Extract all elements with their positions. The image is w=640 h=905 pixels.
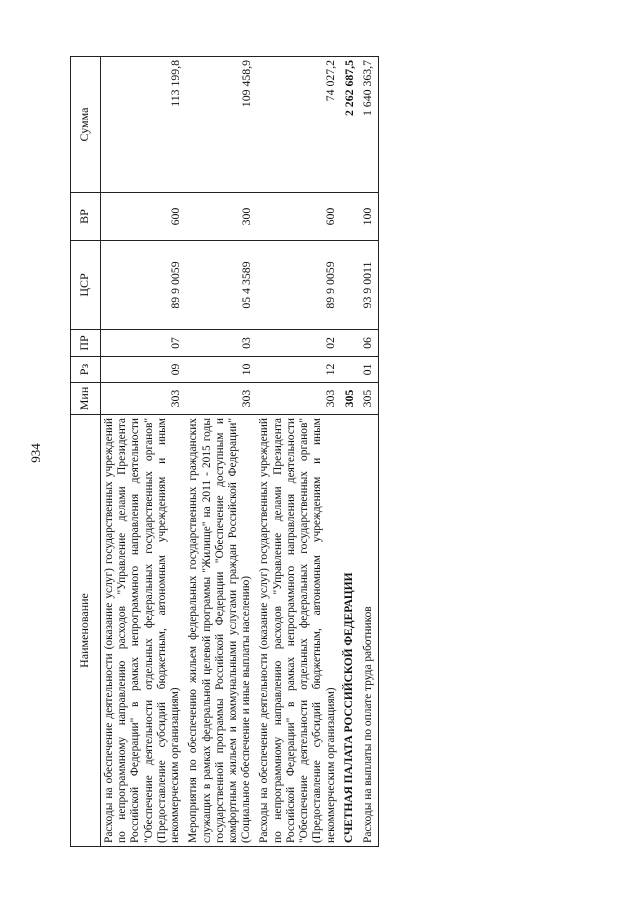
row-pr: 06	[359, 330, 378, 357]
table-row	[256, 57, 340, 847]
section-rz	[341, 357, 360, 383]
row-csr: 05 4 3589	[185, 241, 256, 330]
row-pr: 07	[101, 330, 186, 357]
header-csr: ЦСР	[71, 241, 101, 330]
row-csr: 89 9 0059	[256, 241, 340, 330]
table-header-row	[71, 57, 101, 847]
row-name: Мероприятия по обеспечению жильем федеральных государственных гражданских служащих в рамках федеральной целевой программы "Жилище" на 2011 - 2015 годы государственной программы Российской Федерации "Обеспечение доступным и комфортным жильем и коммунальными услугами граждан Российской Федерации" (Социальное обеспечение и иные выплаты населению)	[185, 415, 256, 847]
row-rz: 01	[359, 357, 378, 383]
header-min: Мин	[71, 383, 101, 415]
row-name: Расходы на обеспечение деятельности (оказание услуг) государственных учреждений по непрограммному направлению расходов "Управление делами Президента Российской Федерации" в рамках непрограммного направления деятельности "Обеспечение деятельности отдельных федеральных государственных органов" (Предоставление субсидий бюджетным, автономным учреждениям и иным некоммерческим организациям)	[256, 415, 340, 847]
row-sum: 1 640 363,7	[359, 57, 378, 193]
row-vr: 600	[101, 193, 186, 241]
row-name: Расходы на выплаты по оплате труда работников	[359, 415, 378, 847]
row-min: 303	[185, 383, 256, 415]
header-name: Наименование	[71, 415, 101, 847]
row-rz: 12	[256, 357, 340, 383]
section-name: СЧЕТНАЯ ПАЛАТА РОССИЙСКОЙ ФЕДЕРАЦИИ	[341, 415, 360, 847]
row-rz: 09	[101, 357, 186, 383]
row-csr: 89 9 0059	[101, 241, 186, 330]
row-csr: 93 9 0011	[359, 241, 378, 330]
row-vr: 300	[185, 193, 256, 241]
table-row-section	[341, 57, 360, 847]
page-number: 934	[28, 443, 43, 463]
row-min: 303	[101, 383, 186, 415]
header-vr: ВР	[71, 193, 101, 241]
section-csr	[341, 241, 360, 330]
header-rz: Рз	[71, 357, 101, 383]
table-row	[101, 57, 186, 847]
row-vr: 100	[359, 193, 378, 241]
section-pr	[341, 330, 360, 357]
row-vr: 600	[256, 193, 340, 241]
budget-table	[70, 56, 379, 847]
table-row	[185, 57, 256, 847]
row-min: 305	[359, 383, 378, 415]
row-sum: 109 458,9	[185, 57, 256, 193]
section-min: 305	[341, 383, 360, 415]
row-rz: 10	[185, 357, 256, 383]
row-min: 303	[256, 383, 340, 415]
table-row	[359, 57, 378, 847]
section-sum: 2 262 687,5	[341, 57, 360, 193]
section-vr	[341, 193, 360, 241]
row-sum: 113 199,8	[101, 57, 186, 193]
row-name: Расходы на обеспечение деятельности (оказание услуг) государственных учреждений по непрограммному направлению расходов "Управление делами Президента Российской Федерации" в рамках непрограммного направления деятельности "Обеспечение деятельности отдельных федеральных государственных органов" (Предоставление субсидий бюджетным, автономным учреждениям и иным некоммерческим организациям)	[101, 415, 186, 847]
budget-table-sheet	[70, 57, 595, 847]
header-pr: ПР	[71, 330, 101, 357]
row-pr: 03	[185, 330, 256, 357]
header-sum: Сумма	[71, 57, 101, 193]
row-pr: 02	[256, 330, 340, 357]
row-sum: 74 027,2	[256, 57, 340, 193]
